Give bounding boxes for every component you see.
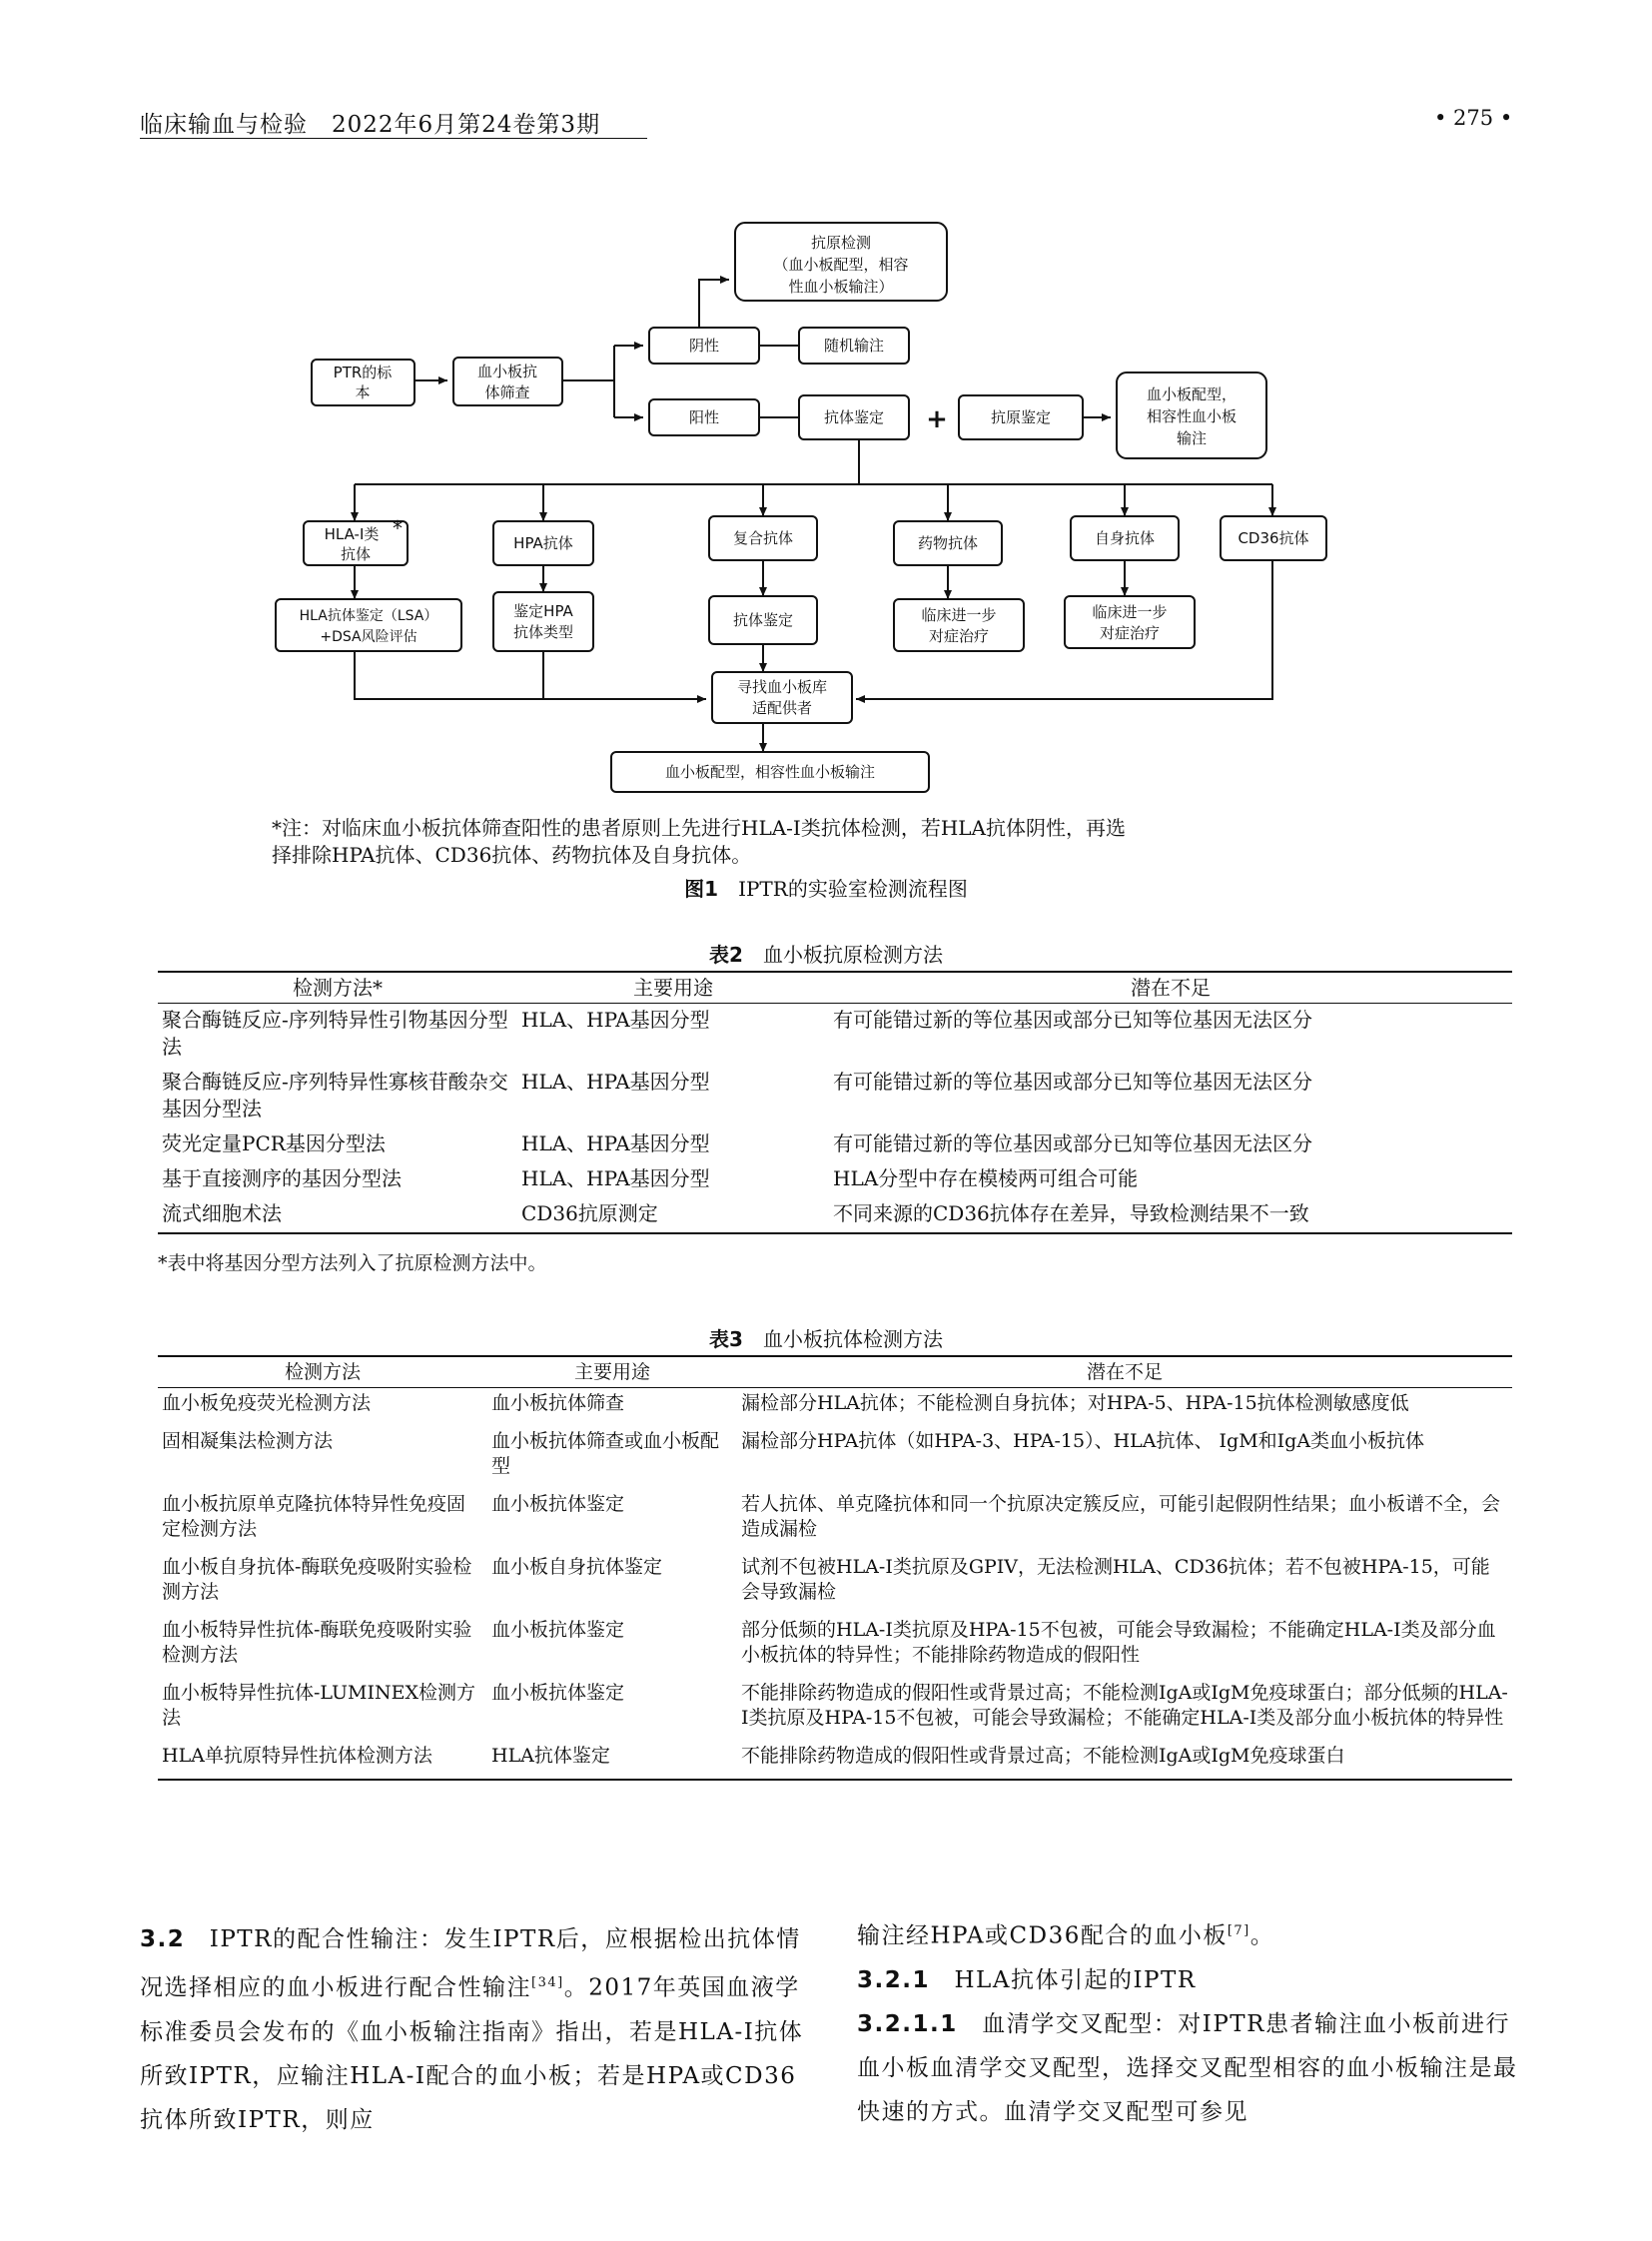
table-row: 血小板免疫荧光检测方法 血小板抗体筛查 漏检部分HLA抗体；不能检测自身抗体；对HPA-5、HPA-15抗体检测敏感度低 — [162, 1392, 1409, 1414]
svg-text:血小板配型，: 血小板配型， — [1146, 385, 1238, 403]
svg-text:PTR的标: PTR的标 — [333, 364, 393, 381]
svg-text:抗体鉴定: 抗体鉴定 — [823, 408, 885, 426]
section-3-2-1-heading: 3.2.1 HLA抗体引起的IPTR — [857, 1966, 1197, 1993]
svg-text:复合抗体: 复合抗体 — [732, 529, 794, 547]
node-antibody-identification — [799, 395, 909, 439]
svg-text:*: * — [393, 516, 403, 540]
table3 — [158, 1355, 1512, 1781]
body-right-column — [857, 1909, 1521, 2134]
node-cd36-antibody — [1221, 516, 1326, 560]
node-hpa-type — [493, 592, 593, 651]
journal-header: 临床输血与检验 2022年6月第24卷第3期 — [140, 112, 601, 138]
node-complex-identification — [709, 596, 817, 644]
svg-text:本: 本 — [355, 383, 371, 401]
svg-text:性血小板输注）: 性血小板输注） — [788, 278, 894, 296]
node-hla-lsa — [276, 599, 461, 651]
svg-text:药物抗体: 药物抗体 — [917, 534, 979, 552]
table-row: 聚合酶链反应-序列特异性寡核苷酸杂交基因分型法 HLA、HPA基因分型 有可能错过新的等位基因或部分已知等位基因无法区分 — [162, 1070, 1312, 1120]
node-auto-antibody — [1071, 516, 1179, 560]
svg-text:临床进一步: 临床进一步 — [1092, 603, 1168, 621]
svg-text:寻找血小板库: 寻找血小板库 — [736, 678, 828, 696]
svg-text:阴性: 阴性 — [688, 337, 720, 355]
node-final-transfusion — [611, 752, 929, 792]
svg-text:临床进一步: 临床进一步 — [921, 606, 997, 624]
svg-text:HLA-I类: HLA-I类 — [324, 525, 380, 543]
page-number: • 275 • — [1434, 106, 1513, 130]
svg-text:抗体类型: 抗体类型 — [512, 623, 574, 641]
svg-text:相容性血小板: 相容性血小板 — [1146, 407, 1238, 425]
node-platelet-bank — [712, 672, 852, 723]
svg-text:阳性: 阳性 — [688, 408, 720, 426]
table-row: HLA单抗原特异性抗体检测方法 HLA抗体鉴定 不能排除药物造成的假阳性或背景过高；不能检测IgA或IgM免疫球蛋白 — [162, 1745, 1345, 1767]
node-random-transfusion — [799, 328, 909, 364]
svg-text:CD36抗体: CD36抗体 — [1238, 529, 1309, 547]
svg-text:血小板配型，相容性血小板输注: 血小板配型，相容性血小板输注 — [664, 763, 876, 781]
node-negative — [649, 328, 759, 364]
table-row: 聚合酶链反应-序列特异性引物基因分型法 HLA、HPA基因分型 有可能错过新的等位基因或部分已知等位基因无法区分 — [162, 1008, 1312, 1059]
svg-text:抗体鉴定: 抗体鉴定 — [732, 611, 794, 629]
node-antigen-identification — [959, 395, 1083, 439]
table-row: 血小板特异性抗体-酶联免疫吸附实验检测方法 血小板抗体鉴定 部分低频的HLA-Ⅰ类抗原及HPA-15不包被，可能会导致漏检；不能确定HLA-Ⅰ类及部分血小板抗体的特异性；不能排除药物造成的假阳性 — [162, 1619, 1496, 1666]
table2 — [158, 971, 1512, 1234]
node-typing-compatible — [1117, 373, 1266, 458]
plus-sign: + — [926, 404, 948, 434]
section-3-2-paragraph: 3.2 IPTR的配合性输注：发生IPTR后，应根据检出抗体情况选择相应的血小板进行配合性输注[34]。2017年英国血液学标准委员会发布的《血小板输注指南》指出，若是HLA-Ⅰ抗体所致IPTR，应输注HLA-Ⅰ配合的血小板；若是HPA或CD36抗体所致IPTR，则应 — [140, 1926, 804, 2133]
node-antigen-detection — [735, 223, 947, 301]
svg-text:体筛查: 体筛查 — [484, 383, 530, 401]
figure-note: *注：对临床血小板抗体筛查阳性的患者原则上先进行HLA-I类抗体检测，若HLA抗体阴性，再选 择排除HPA抗体、CD36抗体、药物抗体及自身抗体。 — [272, 816, 1126, 867]
flowchart — [0, 0, 1652, 819]
node-ptr-sample — [312, 360, 414, 405]
svg-text:抗原鉴定: 抗原鉴定 — [990, 408, 1052, 426]
svg-text:HLA抗体鉴定（LSA）: HLA抗体鉴定（LSA） — [299, 608, 438, 624]
svg-text:+DSA风险评估: +DSA风险评估 — [320, 629, 417, 645]
svg-text:抗体: 抗体 — [340, 545, 372, 563]
node-auto-treatment — [1065, 596, 1195, 648]
body-left-column — [140, 1917, 811, 2142]
continuation-paragraph: 输注经HPA或CD36配合的血小板[7]。 — [857, 1922, 1275, 1949]
table-row: 流式细胞术法 CD36抗原测定 不同来源的CD36抗体存在差异，导致检测结果不一致 — [162, 1201, 1309, 1225]
svg-text:随机输注: 随机输注 — [823, 337, 885, 355]
node-drug-treatment — [894, 599, 1024, 651]
node-hla-antibody — [304, 516, 408, 565]
section-3-2-1-1-paragraph: 3.2.1.1 血清学交叉配型：对IPTR患者输注血小板前进行血小板血清学交叉配型，选择交叉配型相容的血小板输注是最快速的方式。血清学交叉配型可参见 — [857, 2010, 1518, 2125]
table-row: 血小板特异性抗体-LUMINEX检测方法 血小板抗体鉴定 不能排除药物造成的假阳性或背景过高；不能检测IgA或IgM免疫球蛋白；部分低频的HLA-Ⅰ类抗原及HPA-15不包被，可能会导致漏检；不能确定HLA-Ⅰ类及部分血小板抗体的特异性 — [162, 1682, 1508, 1729]
table-header-row: 检测方法 主要用途 潜在不足 — [158, 1356, 1512, 1388]
svg-text:对症治疗: 对症治疗 — [1099, 624, 1161, 642]
svg-text:（血小板配型，相容: （血小板配型，相容 — [773, 256, 909, 274]
table-row: 基于直接测序的基因分型法 HLA、HPA基因分型 HLA分型中存在模棱两可组合可能 — [162, 1166, 1139, 1190]
table-row: 血小板抗原单克隆抗体特异性免疫固定检测方法 血小板抗体鉴定 若人抗体、单克隆抗体和同一个抗原决定簇反应，可能引起假阴性结果；血小板谱不全，会造成漏检 — [162, 1493, 1501, 1540]
svg-text:输注: 输注 — [1176, 429, 1208, 447]
node-drug-antibody — [894, 521, 1002, 565]
svg-text:HPA抗体: HPA抗体 — [513, 534, 573, 552]
svg-text:血小板抗: 血小板抗 — [476, 363, 538, 380]
table-row: 荧光定量PCR基因分型法 HLA、HPA基因分型 有可能错过新的等位基因或部分已知等位基因无法区分 — [162, 1131, 1312, 1155]
svg-text:鉴定HPA: 鉴定HPA — [513, 602, 573, 620]
table-header-row: 检测方法* 主要用途 潜在不足 — [158, 972, 1512, 1004]
node-complex-antibody — [709, 516, 817, 560]
table2-footnote: *表中将基因分型方法列入了抗原检测方法中。 — [158, 1252, 547, 1274]
table-row: 血小板自身抗体-酶联免疫吸附实验检测方法 血小板自身抗体鉴定 试剂不包被HLA-Ⅰ类抗原及GPIV，无法检测HLA、CD36抗体；若不包被HPA-15，可能会导致漏检 — [162, 1556, 1490, 1603]
svg-text:对症治疗: 对症治疗 — [928, 627, 990, 645]
node-positive — [649, 399, 759, 435]
table-row: 固相凝集法检测方法 血小板抗体筛查或血小板配型 漏检部分HPA抗体（如HPA-3、HPA-15）、HLA抗体、 IgM和IgA类血小板抗体 — [162, 1430, 1425, 1477]
node-antibody-screening — [453, 358, 562, 405]
svg-text:适配供者: 适配供者 — [751, 699, 813, 717]
table3-caption: 表3 血小板抗体检测方法 — [709, 1327, 943, 1351]
svg-text:抗原检测: 抗原检测 — [810, 234, 872, 252]
svg-text:自身抗体: 自身抗体 — [1094, 529, 1156, 547]
node-hpa-antibody — [493, 521, 593, 565]
figure-caption: 图1 IPTR的实验室检测流程图 — [684, 877, 968, 901]
table2-caption: 表2 血小板抗原检测方法 — [709, 943, 943, 967]
